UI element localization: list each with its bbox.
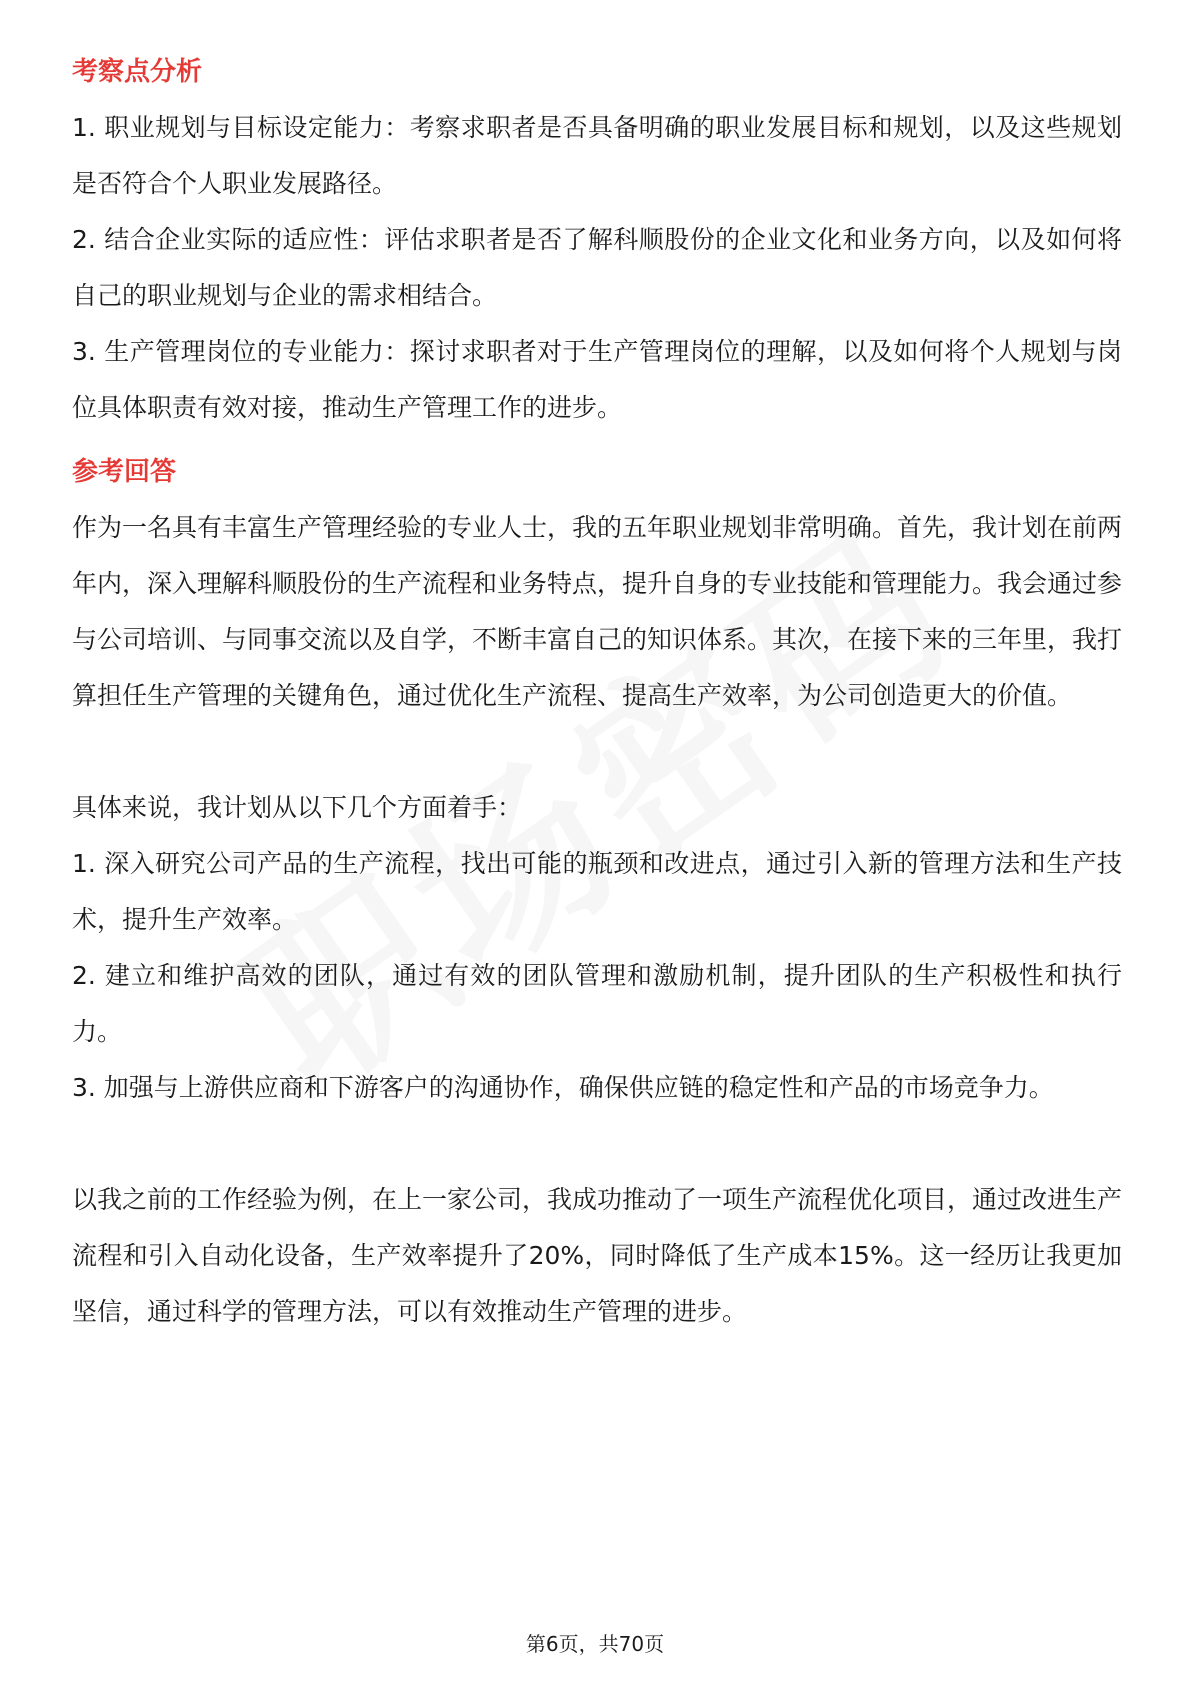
answer-item-3: 3. 加强与上游供应商和下游客户的沟通协作，确保供应链的稳定性和产品的市场竞争力。 bbox=[72, 1073, 1054, 1102]
page-content bbox=[72, 50, 1122, 1340]
answer-example: 以我之前的工作经验为例，在上一家公司，我成功推动了一项生产流程优化项目，通过改进生产流程和引入自动化设备，生产效率提升了20%，同时降低了生产成本15%。这一经历让我更加坚信，通过科学的管理方法，可以有效推动生产管理的进步。 bbox=[72, 1185, 1123, 1326]
answer-item-1: 1. 深入研究公司产品的生产流程，找出可能的瓶颈和改进点，通过引入新的管理方法和生产技术，提升生产效率。 bbox=[72, 849, 1122, 934]
answer-intro: 作为一名具有丰富生产管理经验的专业人士，我的五年职业规划非常明确。首先，我计划在前两年内，深入理解科顺股份的生产流程和业务特点，提升自身的专业技能和管理能力。我会通过参与公司培训、与同事交流以及自学，不断丰富自己的知识体系。其次，在接下来的三年里，我打算担任生产管理的关键角色，通过优化生产流程、提高生产效率，为公司创造更大的价值。 bbox=[72, 513, 1123, 710]
analysis-item-3: 3. 生产管理岗位的专业能力：探讨求职者对于生产管理岗位的理解，以及如何将个人规划与岗位具体职责有效对接，推动生产管理工作的进步。 bbox=[72, 337, 1122, 422]
paragraph-gap bbox=[72, 724, 1122, 780]
analysis-section bbox=[72, 50, 1122, 436]
answer-heading: 参考回答 bbox=[72, 457, 177, 487]
paragraph-gap bbox=[72, 1116, 1122, 1172]
analysis-item-2: 2. 结合企业实际的适应性：评估求职者是否了解科顺股份的企业文化和业务方向，以及如何将自己的职业规划与企业的需求相结合。 bbox=[72, 225, 1122, 310]
answer-item-2: 2. 建立和维护高效的团队，通过有效的团队管理和激励机制，提升团队的生产积极性和执行力。 bbox=[72, 961, 1122, 1046]
answer-lead: 具体来说，我计划从以下几个方面着手： bbox=[72, 793, 523, 822]
analysis-item-1: 1. 职业规划与目标设定能力：考察求职者是否具备明确的职业发展目标和规划，以及这些规划是否符合个人职业发展路径。 bbox=[72, 113, 1122, 198]
analysis-heading: 考察点分析 bbox=[72, 57, 203, 87]
answer-section bbox=[72, 450, 1122, 1340]
page-number: 第6页，共70页 bbox=[525, 1632, 665, 1656]
